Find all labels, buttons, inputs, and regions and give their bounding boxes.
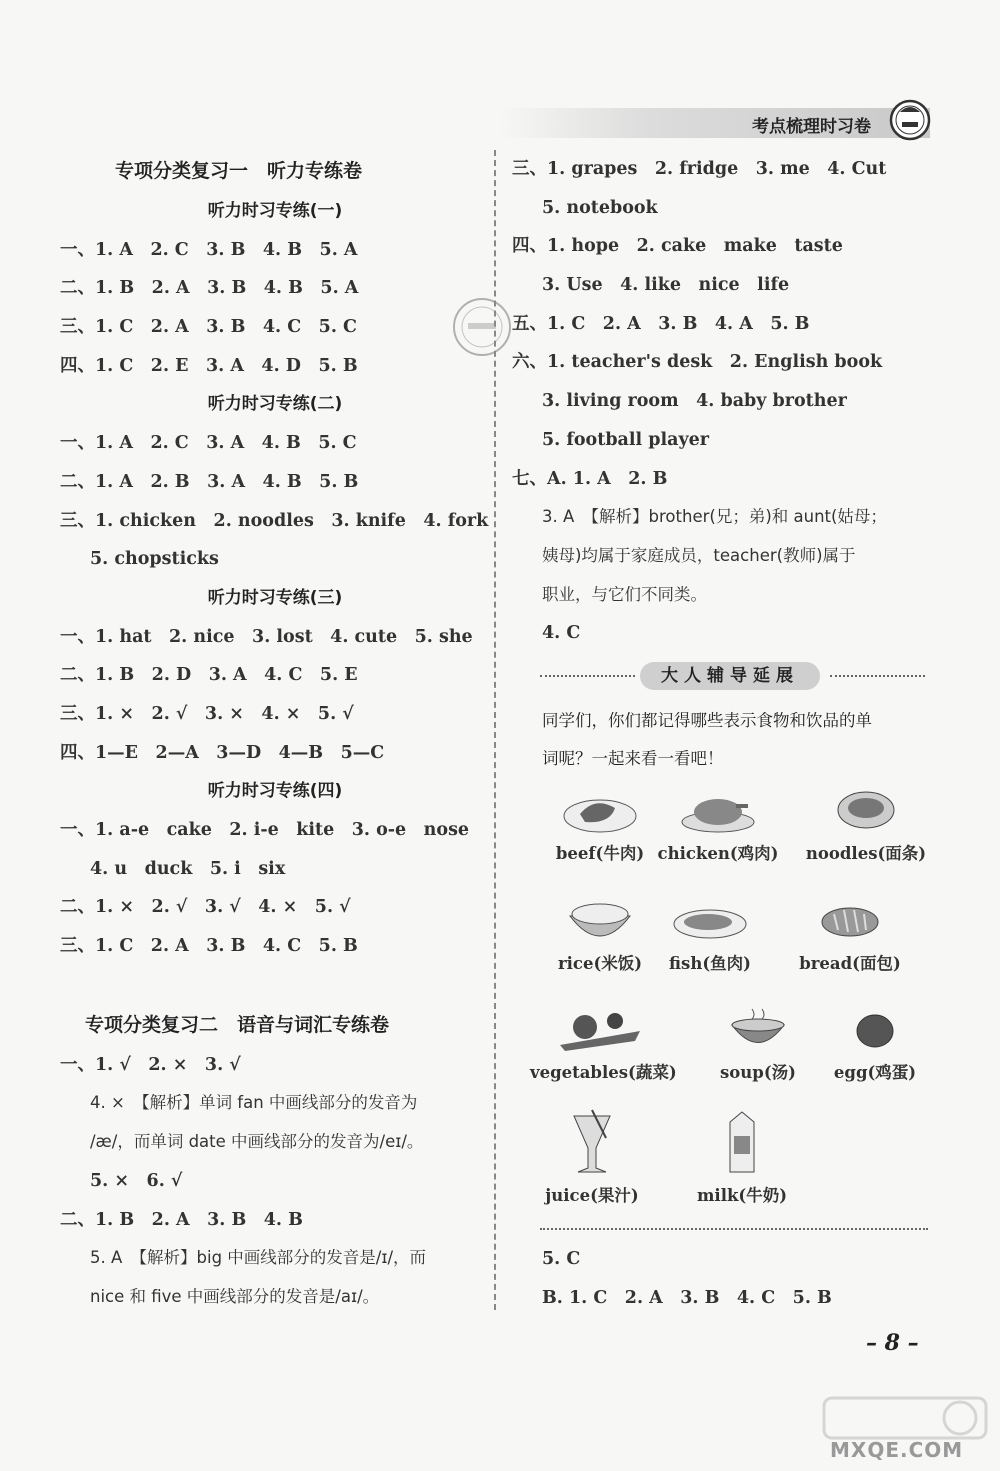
rice-icon xyxy=(560,896,640,946)
food-item xyxy=(780,896,920,974)
answer-line: 4. C xyxy=(542,623,581,644)
right-column xyxy=(512,150,942,653)
answer-line: 五、1. C 2. A 3. B 4. A 5. B xyxy=(512,313,810,334)
answer-line: 5. notebook xyxy=(542,197,658,218)
beef-icon xyxy=(560,786,640,836)
answer-line: 二、1. × 2. √ 3. √ 4. × 5. √ xyxy=(60,897,351,918)
answer-line: 一、1. a-e cake 2. i-e kite 3. o-e nose xyxy=(60,820,470,840)
answer-line: 5. chopsticks xyxy=(90,549,219,570)
practice-title: 听力时习专练(二) xyxy=(207,394,343,415)
answer-line: 二、1. B 2. D 3. A 4. C 5. E xyxy=(60,665,358,686)
food-label: soup(汤) xyxy=(720,1063,796,1082)
answer-line: 4. u duck 5. i six xyxy=(90,858,286,879)
food-label: noodles(面条) xyxy=(805,844,927,863)
left-column xyxy=(60,150,490,1317)
answer-line: 四、1. C 2. E 3. A 4. D 5. B xyxy=(60,355,358,376)
milk-icon xyxy=(712,1108,772,1178)
food-item xyxy=(640,896,780,974)
practice-title: 听力时习专练(四) xyxy=(207,781,343,802)
answer-line: 5. C xyxy=(542,1249,581,1269)
practice-title: 听力时习专练(三) xyxy=(207,587,343,608)
answer-line: 三、1. chicken 2. noodles 3. knife 4. fork xyxy=(60,510,489,531)
answer-note: 4. × 【解析】单词 fan 中画线部分的发音为 xyxy=(90,1093,418,1113)
watermark-text: MXQE.COM xyxy=(830,1438,964,1462)
answer-note: 5. A 【解析】big 中画线部分的发音是/ɪ/，而 xyxy=(90,1248,427,1268)
answer-line: 三、1. grapes 2. fridge 3. me 4. Cut xyxy=(512,159,887,179)
food-label: juice(果汁) xyxy=(545,1186,639,1205)
answer-line: 七、A. 1. A 2. B xyxy=(512,468,668,489)
food-label: milk(牛奶) xyxy=(696,1186,788,1205)
header-title: 考点梳理时习卷 xyxy=(752,117,871,137)
extension-title: 大人辅导延展 xyxy=(640,662,820,690)
answer-line: 5. football player xyxy=(542,429,710,450)
answer-line: 三、1. C 2. A 3. B 4. C 5. C xyxy=(60,317,357,338)
bread-icon xyxy=(810,896,890,946)
answer-line: 四、1. hope 2. cake make taste xyxy=(512,236,843,257)
answer-line: 二、1. A 2. B 3. A 4. B 5. B xyxy=(60,471,359,492)
divider xyxy=(830,675,925,677)
chicken-icon xyxy=(678,786,758,836)
answer-line: 5. × 6. √ xyxy=(90,1170,183,1191)
noodles-icon xyxy=(826,786,906,836)
juice-icon xyxy=(562,1108,622,1178)
intro-line: 同学们，你们都记得哪些表示食物和饮品的单 xyxy=(542,711,872,730)
food-item xyxy=(648,786,788,864)
food-item xyxy=(522,1108,662,1206)
food-label: fish(鱼肉) xyxy=(669,954,751,973)
answer-line: 四、1—E 2—A 3—D 4—B 5—C xyxy=(60,742,385,763)
food-label: egg(鸡蛋) xyxy=(833,1063,917,1082)
food-item xyxy=(796,786,936,864)
answer-line: 二、1. B 2. A 3. B 4. B 5. A xyxy=(60,278,359,299)
right-column-bottom xyxy=(512,1240,942,1317)
food-label: vegetables(蔬菜) xyxy=(530,1063,677,1082)
answer-line: 二、1. B 2. A 3. B 4. B xyxy=(60,1209,303,1230)
brand-logo-icon xyxy=(888,98,932,142)
answer-note: 职业，与它们不同类。 xyxy=(542,584,707,604)
answer-line: 三、1. C 2. A 3. B 4. C 5. B xyxy=(60,936,358,957)
section-title: 专项分类复习一 听力专练卷 xyxy=(115,160,363,182)
fish-icon xyxy=(670,896,750,946)
spacer xyxy=(60,966,490,1004)
answer-note: 3. A 【解析】brother(兄；弟)和 aunt(姑母； xyxy=(542,507,887,527)
answer-note: 姨母)均属于家庭成员，teacher(教师)属于 xyxy=(542,545,856,565)
answer-line: 六、1. teacher's desk 2. English book xyxy=(512,352,883,373)
soup-icon xyxy=(718,1005,798,1055)
intro-line: 词呢？一起来看一看吧！ xyxy=(542,749,724,768)
vegetables-icon xyxy=(555,1005,645,1055)
answer-line: 3. living room 4. baby brother xyxy=(542,391,847,412)
food-label: bread(面包) xyxy=(799,954,901,973)
divider xyxy=(540,1228,928,1230)
answer-note: nice 和 five 中画线部分的发音是/aɪ/。 xyxy=(90,1286,380,1306)
answer-line: 三、1. × 2. √ 3. × 4. × 5. √ xyxy=(60,703,354,724)
egg-icon xyxy=(845,1005,905,1055)
food-label: chicken(鸡肉) xyxy=(657,844,779,863)
divider xyxy=(540,675,635,677)
column-divider xyxy=(494,150,496,1310)
answer-line: B. 1. C 2. A 3. B 4. C 5. B xyxy=(542,1287,832,1308)
extension-intro xyxy=(542,702,932,778)
section-title: 专项分类复习二 语音与词汇专练卷 xyxy=(85,1013,390,1036)
answer-line: 一、1. A 2. C 3. B 4. B 5. A xyxy=(60,239,358,260)
food-item xyxy=(530,1005,677,1083)
page-number: – 8 – xyxy=(866,1330,919,1356)
answer-line: 一、1. hat 2. nice 3. lost 4. cute 5. she xyxy=(60,626,473,647)
answer-line: 一、1. √ 2. × 3. √ xyxy=(60,1054,241,1075)
food-label: rice(米饭) xyxy=(557,954,643,973)
answer-line: 一、1. A 2. C 3. A 4. B 5. C xyxy=(60,433,357,454)
food-label: beef(牛肉) xyxy=(555,844,645,863)
food-item xyxy=(805,1005,945,1083)
extension-header xyxy=(540,662,925,690)
food-item xyxy=(672,1108,812,1206)
answer-note: /æ/，而单词 date 中画线部分的发音为/eɪ/。 xyxy=(90,1132,424,1152)
practice-title: 听力时习专练(一) xyxy=(207,201,343,221)
answer-line: 3. Use 4. like nice life xyxy=(542,275,790,296)
